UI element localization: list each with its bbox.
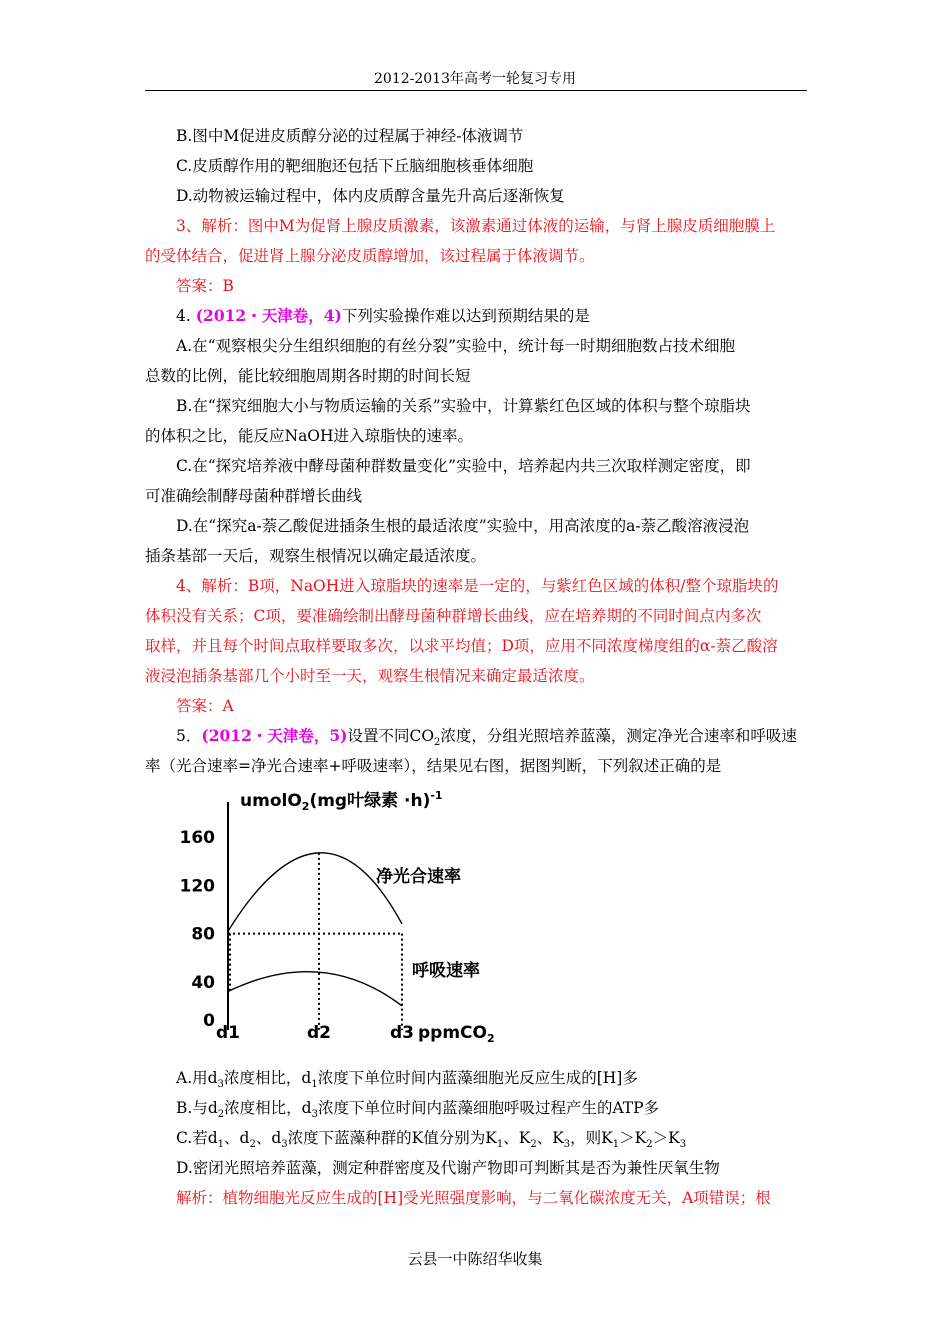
q5-option-a	[176, 1068, 807, 1095]
q4-number: 4.	[176, 307, 196, 325]
q5-a-sub1: 3	[217, 1079, 224, 1091]
q5-b-sub1: 2	[217, 1109, 225, 1121]
x-tick-label-d3: d3	[390, 1023, 414, 1043]
curve-respiration	[228, 972, 402, 1006]
x-axis-label: ppmCO$_2$	[418, 1023, 495, 1045]
series-label-net-photosynthesis: 净光合速率	[376, 867, 461, 887]
q5-c-s4: 1	[496, 1139, 504, 1151]
y-tick-label-160: 160	[180, 828, 215, 849]
y-tick-label-80: 80	[191, 924, 215, 945]
q4-analysis-line2: 体积没有关系；C项，要准确绘制出酵母菌种群增长曲线，应在培养期的不同时间点内多次	[145, 607, 762, 625]
q5-c-3: 、d	[255, 1129, 282, 1147]
rate-chart	[180, 784, 520, 1046]
q3-option-c: C.皮质醇作用的靶细胞还包括下丘脑细胞核垂体细胞	[176, 157, 534, 175]
q4-option-a-line1: A.在“观察根尖分生组织细胞的有丝分裂”实验中，统计每一时期细胞数占技术细胞	[176, 337, 735, 355]
y-tick-label-40: 40	[191, 972, 215, 993]
q5-c-1: C.若d	[176, 1129, 218, 1147]
q3-answer: 答案：B	[176, 277, 234, 295]
q5-analysis: 解析：植物细胞光反应生成的[H]受光照强度影响，与二氧化碳浓度无关，A项错误；根	[176, 1189, 771, 1207]
q5-source: (2012・天津卷，5)	[201, 726, 348, 745]
q5-c-s1: 1	[217, 1139, 225, 1151]
q4-option-b-line2: 的体积之比，能反应NaOH进入琼脂快的速率。	[145, 427, 474, 445]
q5-stem-line2: 率（光合速率=净光合速率+呼吸速率），结果见右图，据图判断，下列叙述正确的是	[145, 757, 722, 775]
y-tick-label-0: 0	[203, 1011, 215, 1031]
q5-number: 5．	[176, 727, 202, 745]
q4-option-c-line2: 可准确绘制酵母菌种群增长曲线	[145, 487, 363, 505]
x-tick-label-d2: d2	[307, 1023, 331, 1043]
q4-answer: 答案：A	[176, 697, 234, 715]
q4-stem	[176, 306, 807, 326]
q5-c-4: 浓度下蓝藻种群的K值分别为K	[287, 1129, 497, 1147]
q4-analysis-line3: 取样，并且每个时间点取样要取多次，以求平均值；D项，应用不同浓度梯度组的α-萘乙酸溶	[145, 637, 778, 655]
q3-option-b: B.图中M促进皮质醇分泌的过程属于神经-体液调节	[176, 127, 524, 145]
q3-analysis-line2: 的受体结合，促进肾上腺分泌皮质醇增加，该过程属于体液调节。	[145, 247, 595, 265]
q5-b-1: B.与d	[176, 1099, 218, 1117]
q5-c-2: 、d	[224, 1129, 250, 1147]
page-header: 2012-2013年高考一轮复习专用	[374, 71, 576, 87]
q3-option-d: D.动物被运输过程中，体内皮质醇含量先升高后逐渐恢复	[176, 187, 565, 205]
y-tick-label-120: 120	[180, 876, 215, 897]
q5-c-s3: 3	[281, 1139, 288, 1151]
q5-b-3: 浓度下单位时间内蓝藻细胞呼吸过程产生的ATP多	[317, 1099, 660, 1117]
q5-option-c	[176, 1128, 807, 1155]
q4-option-d-line1: D.在“探究a-萘乙酸促进插条生根的最适浓度”实验中，用高浓度的a-萘乙酸溶液浸泡	[176, 517, 750, 535]
q5-c-s2: 2	[249, 1139, 256, 1151]
q4-analysis-line1: 4、解析：B项，NaOH进入琼脂块的速率是一定的，与紫红色区域的体积/整个琼脂块的	[176, 577, 779, 595]
q5-a-sub2: 1	[311, 1079, 318, 1091]
q4-option-d-line2: 插条基部一天后，观察生根情况以确定最适浓度。	[145, 547, 487, 565]
y-axis-label: umolO$_2$(mg叶绿素 ·h)$^{-1}$	[240, 789, 443, 813]
q5-stem-line1	[176, 726, 807, 753]
q4-stem-text: 下列实验操作难以达到预期结果的是	[341, 307, 590, 325]
x-tick-label-d1: d1	[216, 1023, 240, 1043]
q4-analysis-line4: 液浸泡插条基部几个小时至一天，观察生根情况来确定最适浓度。	[145, 667, 595, 685]
q5-c-5: 、K	[503, 1129, 531, 1147]
q5-option-d: D.密闭光照培养蓝藻，测定种群密度及代谢产物即可判断其是否为兼性厌氧生物	[176, 1159, 720, 1177]
q4-source: (2012・天津卷，4)	[195, 306, 342, 325]
q5-c-7: ，则K	[570, 1129, 613, 1147]
q5-stem-a: 设置不同CO	[347, 727, 435, 745]
q5-stem-b: 浓度，分组光照培养蓝藻，测定净光合速率和呼吸速	[440, 727, 797, 745]
curve-net-photosynthesis	[228, 853, 402, 931]
q5-c-s6: 3	[563, 1139, 571, 1151]
q5-a-3: 浓度下单位时间内蓝藻细胞光反应生成的[H]多	[317, 1069, 638, 1087]
q4-option-b-line1: B.在“探究细胞大小与物质运输的关系”实验中，计算紫红色区域的体积与整个琼脂块	[176, 397, 751, 415]
q4-option-c-line1: C.在“探究培养液中酵母菌种群数量变化”实验中，培养起内共三次取样测定密度，即	[176, 457, 751, 475]
q5-c-8: ＞K	[619, 1129, 647, 1147]
page-footer: 云县一中陈绍华收集	[407, 1250, 543, 1268]
q5-c-s8: 2	[646, 1139, 653, 1151]
q5-option-b	[176, 1098, 807, 1125]
q5-c-9: ＞K	[652, 1129, 680, 1147]
q5-a-2: 浓度相比，d	[223, 1069, 312, 1087]
q5-stem-sub: 2	[434, 737, 441, 749]
header-divider	[145, 90, 807, 91]
q5-c-s5: 2	[530, 1139, 537, 1151]
q5-c-s9: 3	[679, 1139, 687, 1151]
q5-c-6: 、K	[536, 1129, 564, 1147]
q3-analysis-line1: 3、解析：图中M为促肾上腺皮质激素，该激素通过体液的运输，与肾上腺皮质细胞膜上	[176, 217, 776, 235]
q5-c-s7: 1	[612, 1139, 620, 1151]
q5-b-2: 浓度相比，d	[224, 1099, 312, 1117]
series-label-respiration: 呼吸速率	[412, 961, 480, 981]
q4-option-a-line2: 总数的比例，能比较细胞周期各时期的时间长短	[145, 367, 471, 385]
q5-a-1: A.用d	[176, 1069, 218, 1087]
q5-b-sub2: 3	[311, 1109, 318, 1121]
